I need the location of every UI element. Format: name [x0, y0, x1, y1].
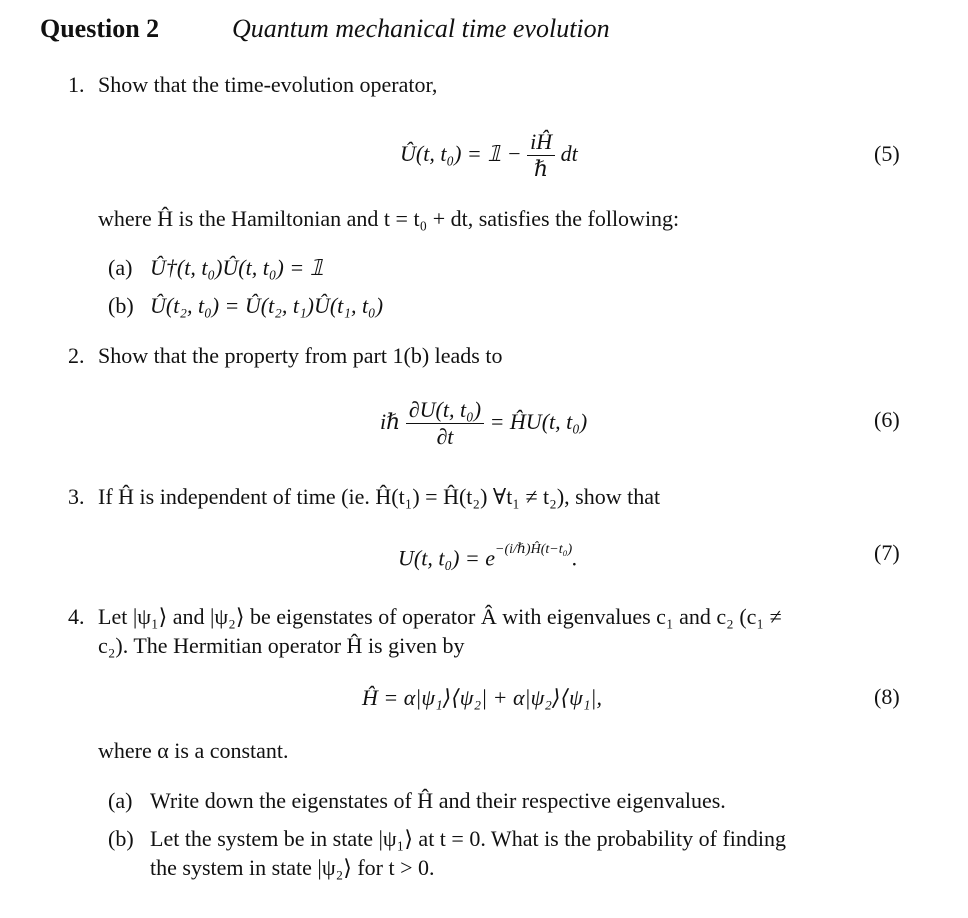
eq6-denominator: ∂t	[406, 423, 484, 450]
eq5-numerator: iĤ	[530, 129, 553, 155]
eq7-number: (7)	[874, 540, 900, 565]
q1a-equation: Û†(t, t₀)Û(t, t₀) = 𝟙	[150, 255, 324, 280]
q4a-label: (a)	[108, 788, 133, 813]
eq5	[400, 124, 578, 184]
q1b-equation: Û(t₂, t₀) = Û(t₂, t₁)Û(t₁, t₀)	[150, 293, 384, 318]
eq6-rhs: = ĤU(t, t₀)	[489, 409, 588, 434]
q4b-label: (b)	[108, 826, 134, 851]
q4-where: where α is a constant.	[98, 738, 289, 763]
eq5-lhs: Û(t, t₀) = 𝟙 −	[400, 141, 522, 166]
q1-text: Show that the time-evolution operator,	[98, 72, 438, 97]
item-number-3: 3.	[68, 484, 85, 509]
q1-where: where Ĥ is the Hamiltonian and t = t₀ + dt, satisfies the following:	[98, 206, 680, 231]
eq7-end: .	[572, 545, 578, 571]
q2-text: Show that the property from part 1(b) leads to	[98, 343, 503, 368]
eq5-fraction	[527, 129, 555, 182]
eq7	[398, 540, 578, 572]
eq6-number: (6)	[874, 407, 900, 432]
item-number-4: 4.	[68, 604, 85, 629]
q4a-text: Write down the eigenstates of Ĥ and their respective eigenvalues.	[150, 788, 726, 813]
item-number-2: 2.	[68, 343, 85, 368]
question-title: Quantum mechanical time evolution	[232, 14, 610, 43]
eq7-lhs: U(t, t₀) = e	[398, 545, 496, 571]
eq6-numerator: ∂U(t, t₀)	[408, 397, 482, 423]
q1b-label: (b)	[108, 293, 134, 318]
question-label: Question 2	[40, 14, 160, 43]
item-number-1: 1.	[68, 72, 85, 97]
eq6-fraction	[406, 397, 484, 450]
eq5-number: (5)	[874, 141, 900, 166]
q3-text: If Ĥ is independent of time (ie. Ĥ(t₁) = Ĥ(t₂) ∀t₁ ≠ t₂), show that	[98, 484, 661, 509]
q4b-text-line1: Let the system be in state |ψ₁⟩ at t = 0. What is the probability of finding	[150, 826, 787, 851]
eq8-number: (8)	[874, 684, 900, 709]
q4-text-line1: Let |ψ₁⟩ and |ψ₂⟩ be eigenstates of operator Â with eigenvalues c₁ and c₂ (c₁ ≠	[98, 604, 782, 629]
q1a-label: (a)	[108, 255, 133, 280]
eq7-exponent: −(i/ℏ)Ĥ(t−t₀)	[495, 542, 573, 557]
q4b-text-line2: the system in state |ψ₂⟩ for t > 0.	[150, 855, 435, 880]
eq6-prefix: iℏ	[380, 409, 401, 434]
q4-text-line2: c₂). The Hermitian operator Ĥ is given by	[98, 633, 465, 658]
eq8: Ĥ = α|ψ₁⟩⟨ψ₂| + α|ψ₂⟩⟨ψ₁|,	[362, 685, 602, 710]
eq5-rhs: dt	[560, 141, 578, 166]
eq6	[380, 392, 587, 452]
eq5-denominator: ℏ	[527, 155, 555, 182]
